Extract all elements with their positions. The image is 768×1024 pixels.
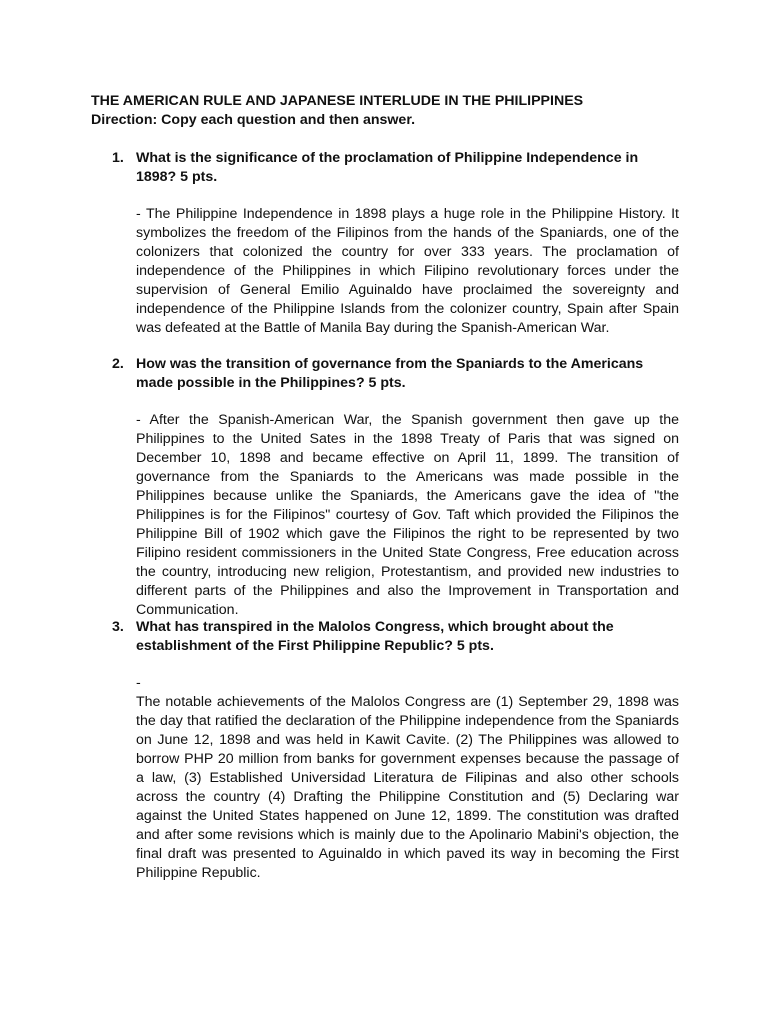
question-text: How was the transition of governance from the Spaniards to the Americans made possible in the Philippines? 5 pts. [136, 356, 644, 391]
question-3 [112, 618, 682, 656]
answer-text: - After the Spanish-American War, the Spanish government then gave up the Philippines to the United Sates in the 1898 Treaty of Paris that was signed on December 10, 1898 and became effective on April 11, 1899. The transition of governance from the Spaniards to the Americans was made possible in the Philippines because unlike the Spaniards, the Americans gave the idea of "the Philippines is for the Filipinos" courtesy of Gov. Taft which provided the Filipinos the Philippine Bill of 1902 which gave the Filipinos the right to be represented by two Filipino resident commissioners in the United State Congress, Free education across the country, introducing new religion, Protestantism, and provided new industries to different parts of the Philippines and also the Improvement in Transportation and Communication. [136, 412, 679, 618]
answer-3 [136, 674, 679, 883]
answer-1 [136, 205, 679, 338]
answer-text: The notable achievements of the Malolos Congress are (1) September 29, 1898 was the day that ratified the declaration of the Philippine independence from the Spaniards on June 12, 1898 and was held in Kawit Cavite. (2) The Philippines was allowed to borrow PHP 20 million from banks for government expenses because the passage of a law, (3) Established Universidad Literatura de Filipinas and also other schools across the country (4) Drafting the Philippine Constitution and (5) Declaring war against the United States happened on June 12, 1899. The constitution was drafted and after some revisions which is mainly due to the Apolinario Mabini's objection, the final draft was presented to Aguinaldo in which paved its way in becoming the First Philippine Republic. [136, 694, 679, 881]
question-text: What is the significance of the proclamation of Philippine Independence in 1898? 5 pts. [136, 150, 639, 185]
question-number: 2. [112, 356, 124, 372]
question-2 [112, 355, 682, 393]
document-title: THE AMERICAN RULE AND JAPANESE INTERLUDE IN THE PHILIPPINES [91, 93, 584, 109]
question-number: 3. [112, 619, 124, 635]
question-number: 1. [112, 150, 124, 166]
question-text: What has transpired in the Malolos Congress, which brought about the establishment of the First Philippine Republic? 5 pts. [136, 619, 614, 654]
answer-text: - The Philippine Independence in 1898 plays a huge role in the Philippine History. It symbolizes the freedom of the Filipinos from the hands of the Spaniards, one of the colonizers that colonized the country for over 333 years. The proclamation of independence of the Philippines in which Filipino revolutionary forces under the supervision of General Emilio Aguinaldo have proclaimed the sovereignty and independence of the Philippine Islands from the colonizer country, Spain after Spain was defeated at the Battle of Manila Bay during the Spanish-American War. [136, 206, 679, 336]
answer-dash: - [136, 675, 141, 691]
answer-2 [136, 411, 679, 620]
document-direction: Direction: Copy each question and then answer. [91, 112, 416, 128]
question-1 [112, 149, 682, 187]
